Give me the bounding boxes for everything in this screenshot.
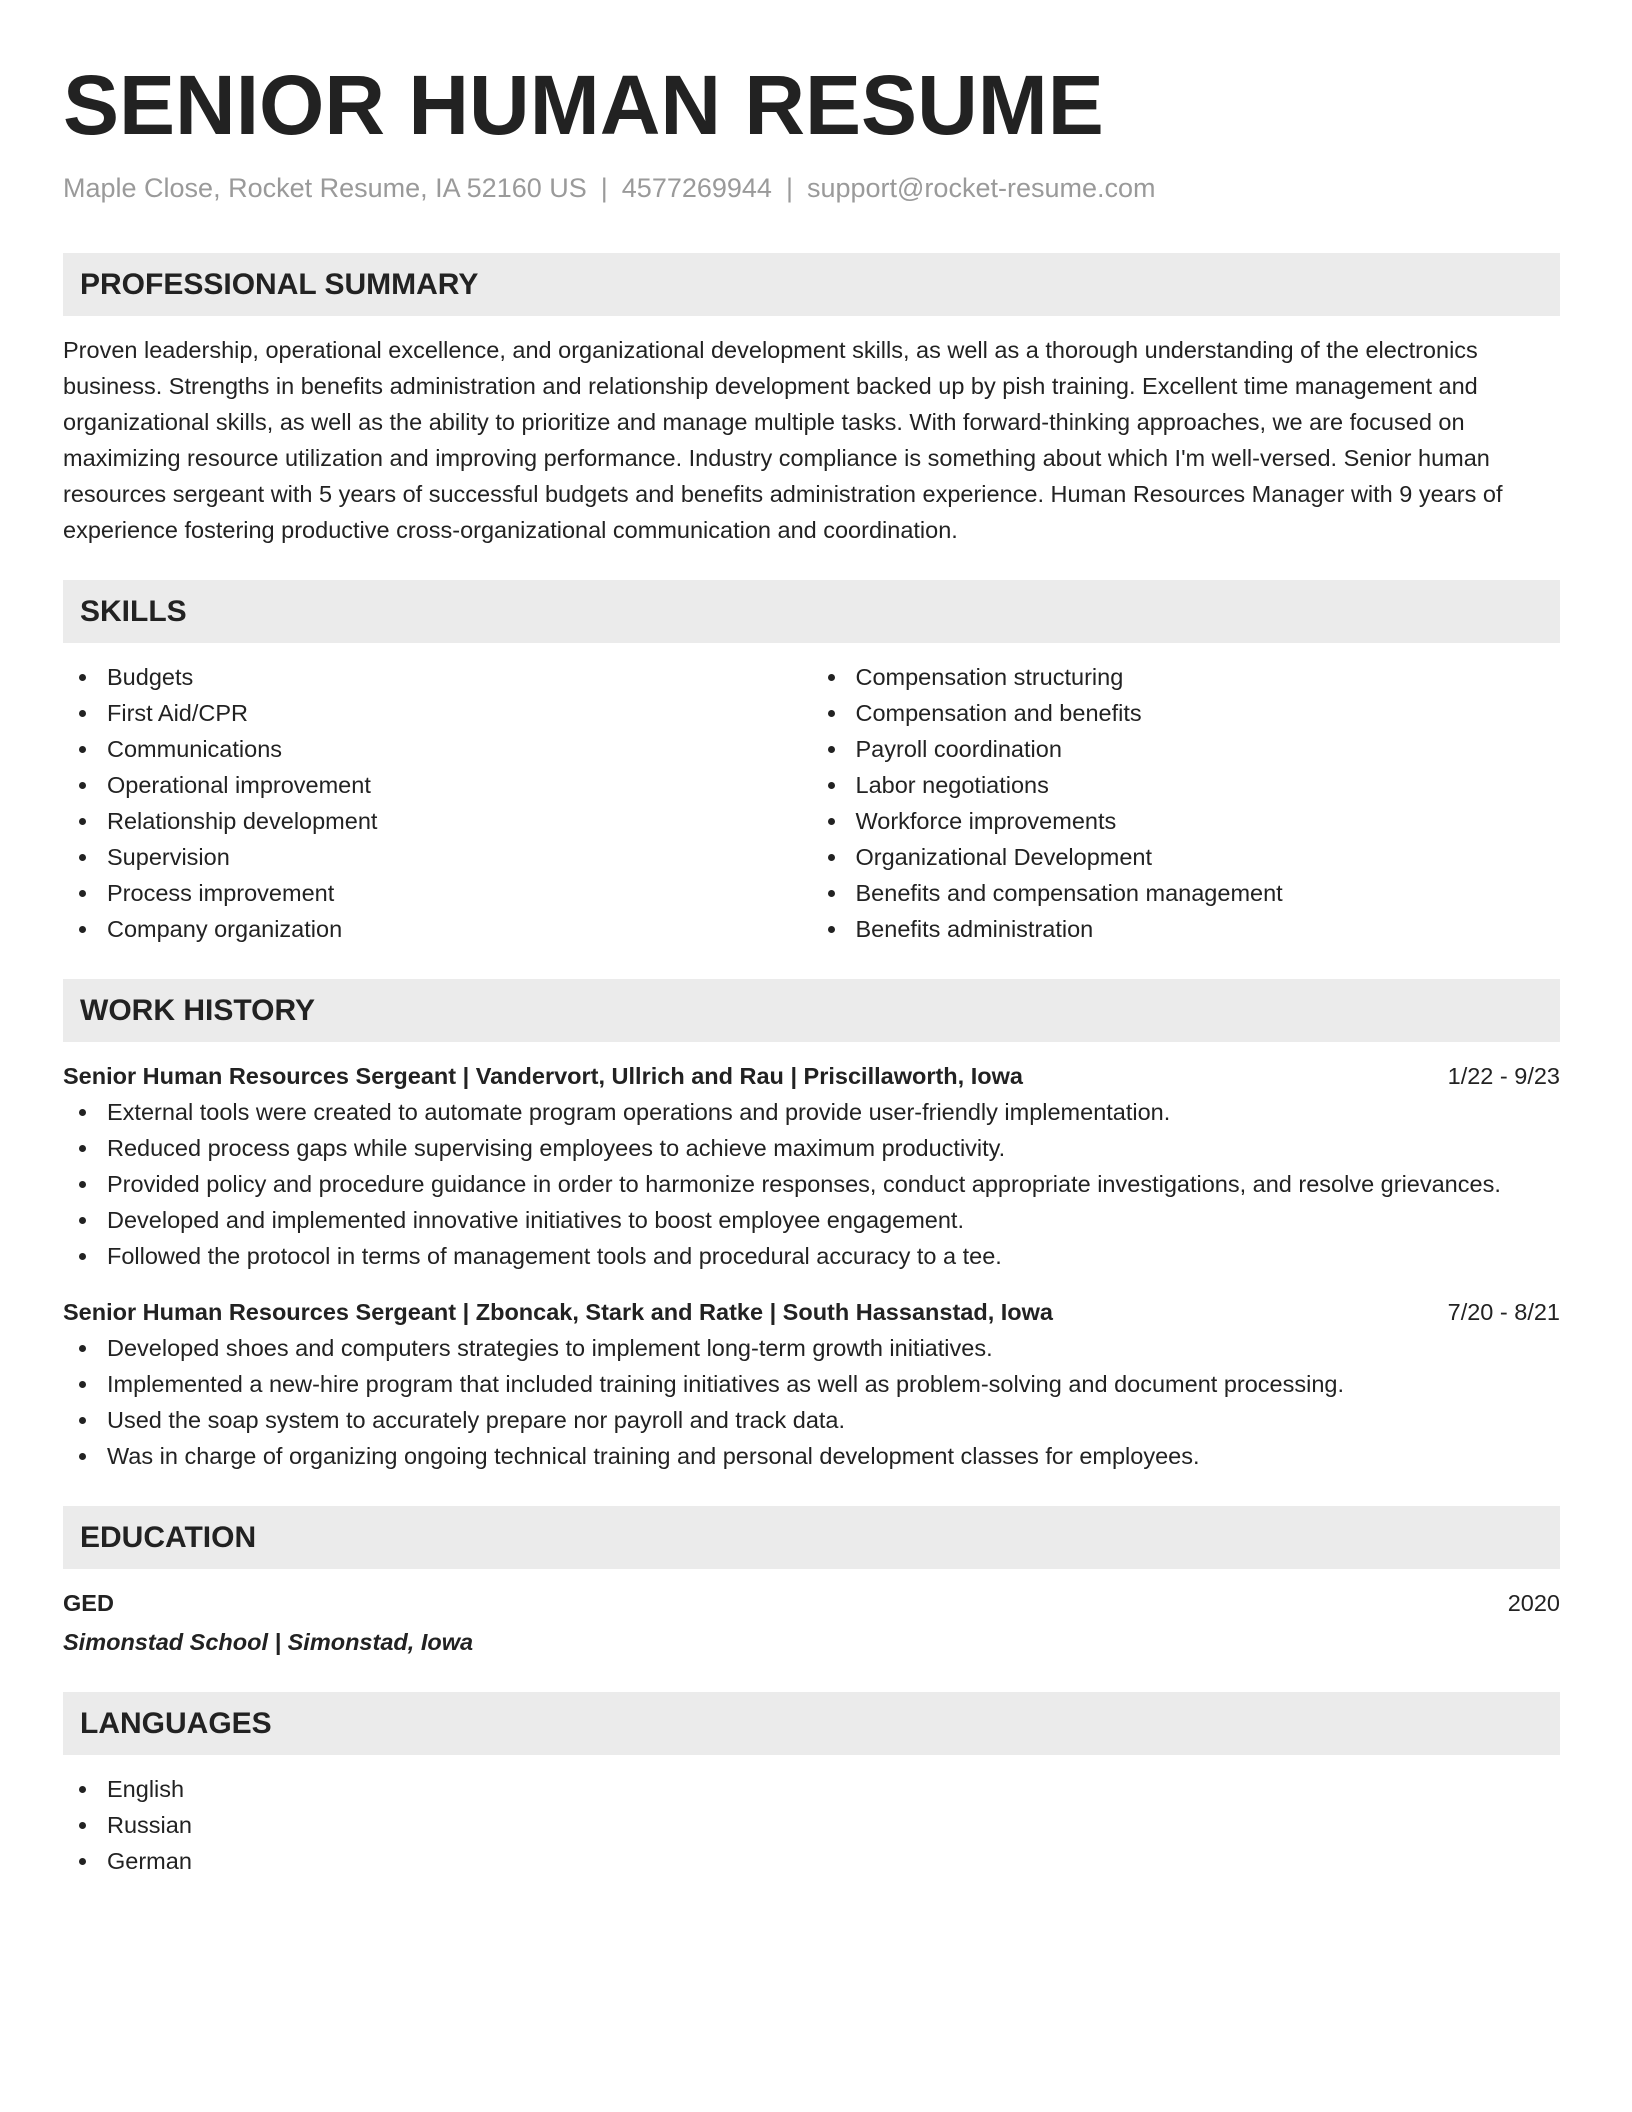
- contact-separator: |: [785, 173, 793, 203]
- job-entry: [63, 1294, 1560, 1474]
- languages-list: [63, 1771, 1560, 1879]
- language-item: German: [63, 1843, 1560, 1879]
- contact-phone: 4577269944: [621, 173, 772, 203]
- skill-item: Company organization: [63, 911, 812, 947]
- contact-separator: |: [600, 173, 608, 203]
- education-year: 2020: [1507, 1590, 1560, 1616]
- language-item: English: [63, 1771, 1560, 1807]
- contact-address: Maple Close, Rocket Resume, IA 52160 US: [63, 173, 587, 203]
- education-degree: GED: [63, 1590, 114, 1616]
- skill-item: Benefits administration: [812, 911, 1561, 947]
- skill-item: Communications: [63, 731, 812, 767]
- skills-column-right: [812, 659, 1561, 947]
- job-bullet: Was in charge of organizing ongoing technical training and personal development classes for employees.: [63, 1438, 1560, 1474]
- job-dates: 7/20 - 8/21: [1447, 1299, 1560, 1325]
- summary-text: Proven leadership, operational excellence, and organizational development skills, as well as a thorough understanding of the electronics business. Strengths in benefits administration and relationship development backed up by pish training. Excellent time management and organizational skills, as well as the ability to prioritize and manage multiple tasks. With forward-thinking approaches, we are focused on maximizing resource utilization and improving performance. Industry compliance is something about which I'm well-versed. Senior human resources sergeant with 5 years of successful budgets and benefits administration experience. Human Resources Manager with 9 years of experience fostering productive cross-organizational communication and coordination.: [63, 337, 1503, 543]
- education-section-header: EDUCATION: [63, 1506, 1560, 1569]
- job-bullet: Used the soap system to accurately prepare nor payroll and track data.: [63, 1402, 1560, 1438]
- language-item: Russian: [63, 1807, 1560, 1843]
- skill-item: Labor negotiations: [812, 767, 1561, 803]
- job-title-row: [63, 1058, 1560, 1094]
- job-bullet: Reduced process gaps while supervising employees to achieve maximum productivity.: [63, 1130, 1560, 1166]
- skill-item: Benefits and compensation management: [812, 875, 1561, 911]
- skill-item: Process improvement: [63, 875, 812, 911]
- skill-item: Operational improvement: [63, 767, 812, 803]
- summary-section-header: PROFESSIONAL SUMMARY: [63, 253, 1560, 316]
- skill-item: Relationship development: [63, 803, 812, 839]
- job-bullet: Developed shoes and computers strategies to implement long-term growth initiatives.: [63, 1330, 1560, 1366]
- job-title: Senior Human Resources Sergeant | Zboncak, Stark and Ratke | South Hassanstad, Iowa: [63, 1299, 1053, 1325]
- skill-item: Budgets: [63, 659, 812, 695]
- job-bullet: Developed and implemented innovative initiatives to boost employee engagement.: [63, 1202, 1560, 1238]
- skills-list: [63, 659, 1560, 947]
- skill-item: Workforce improvements: [812, 803, 1561, 839]
- job-title: Senior Human Resources Sergeant | Vandervort, Ullrich and Rau | Priscillaworth, Iowa: [63, 1063, 1023, 1089]
- skills-section-header: SKILLS: [63, 580, 1560, 643]
- languages-section-header: LANGUAGES: [63, 1692, 1560, 1755]
- education-row: [63, 1585, 1560, 1621]
- job-bullet: Implemented a new-hire program that included training initiatives as well as problem-solving and document processing.: [63, 1366, 1560, 1402]
- job-bullet: Provided policy and procedure guidance in order to harmonize responses, conduct appropriate investigations, and resolve grievances.: [63, 1166, 1560, 1202]
- skill-item: Supervision: [63, 839, 812, 875]
- job-entry: [63, 1058, 1560, 1274]
- education-school: Simonstad School | Simonstad, Iowa: [63, 1629, 474, 1655]
- job-bullets: [63, 1094, 1560, 1274]
- skill-item: First Aid/CPR: [63, 695, 812, 731]
- skill-item: Organizational Development: [812, 839, 1561, 875]
- skill-item: Payroll coordination: [812, 731, 1561, 767]
- job-bullet: Followed the protocol in terms of management tools and procedural accuracy to a tee.: [63, 1238, 1560, 1274]
- job-dates: 1/22 - 9/23: [1447, 1063, 1560, 1089]
- work-section-header: WORK HISTORY: [63, 979, 1560, 1042]
- skill-item: Compensation structuring: [812, 659, 1561, 695]
- job-bullet: External tools were created to automate program operations and provide user-friendly implementation.: [63, 1094, 1560, 1130]
- resume-name: SENIOR HUMAN RESUME: [63, 58, 1104, 152]
- job-title-row: [63, 1294, 1560, 1330]
- skills-column-left: [63, 659, 812, 947]
- job-bullets: [63, 1330, 1560, 1474]
- resume-page: [63, 55, 1560, 1879]
- contact-email: support@rocket-resume.com: [806, 173, 1156, 203]
- skill-item: Compensation and benefits: [812, 695, 1561, 731]
- contact-line: [63, 171, 1560, 205]
